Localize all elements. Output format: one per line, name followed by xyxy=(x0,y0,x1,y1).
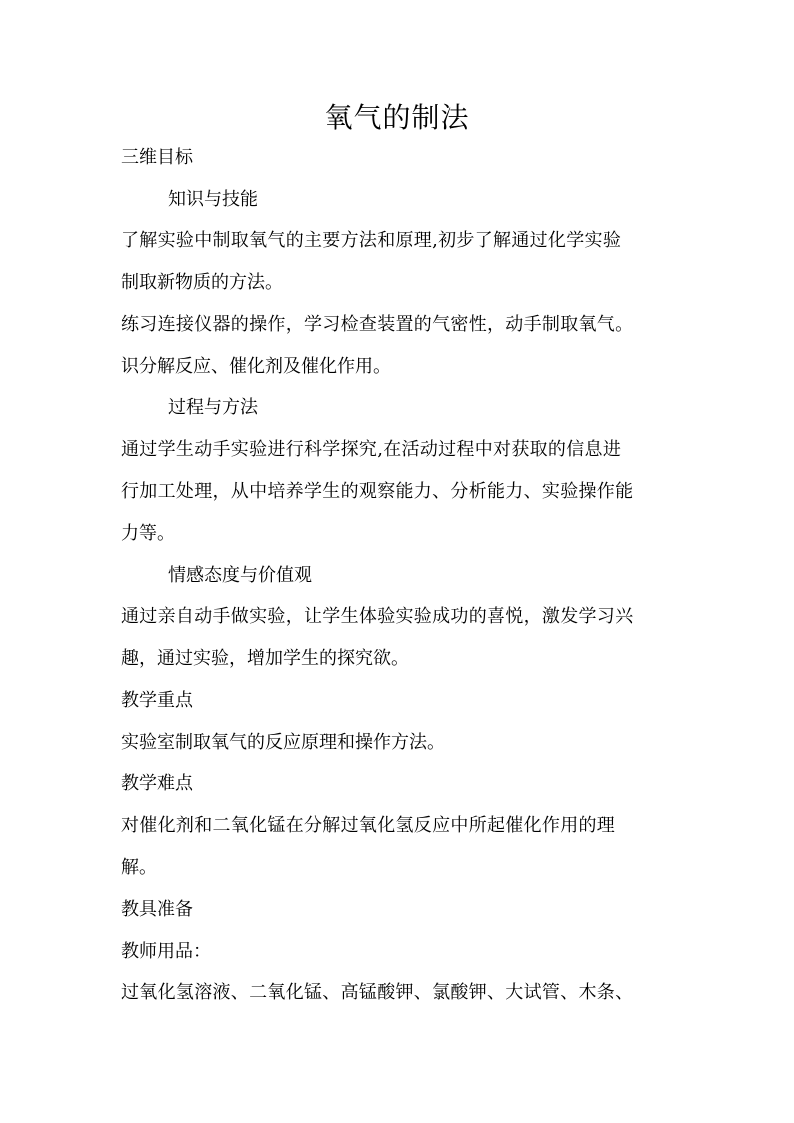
paragraph-line: 通过亲自动手做实验，让学生体验实验成功的喜悦，激发学习兴 xyxy=(121,606,634,627)
subheading-process-method: 过程与方法 xyxy=(168,397,258,418)
section-heading-teaching-focus: 教学重点 xyxy=(121,690,193,711)
section-heading-teaching-difficulty: 教学难点 xyxy=(121,773,193,794)
paragraph-line: 行加工处理，从中培养学生的观察能力、分析能力、实验操作能 xyxy=(121,481,634,502)
subheading-emotion-values: 情感态度与价值观 xyxy=(168,565,312,586)
paragraph-line: 过氧化氢溶液、二氧化锰、高锰酸钾、氯酸钾、大试管、木条、 xyxy=(121,982,634,1003)
section-heading-three-dimensional-goals: 三维目标 xyxy=(121,147,193,168)
paragraph-line: 实验室制取氧气的反应原理和操作方法。 xyxy=(121,732,445,753)
paragraph-line: 趣，通过实验，增加学生的探究欲。 xyxy=(121,648,409,669)
paragraph-line: 识分解反应、催化剂及催化作用。 xyxy=(121,356,391,377)
document-title: 氧气的制法 xyxy=(324,101,470,134)
section-heading-teaching-aids: 教具准备 xyxy=(121,899,193,920)
paragraph-line: 练习连接仪器的操作，学习检查装置的气密性，动手制取氧气。 xyxy=(121,314,634,335)
paragraph-line: 制取新物质的方法。 xyxy=(121,272,283,293)
paragraph-line: 通过学生动手实验进行科学探究,在活动过程中对获取的信息进 xyxy=(121,439,622,460)
subheading-knowledge-skills: 知识与技能 xyxy=(168,189,258,210)
paragraph-line: 解。 xyxy=(121,857,157,878)
paragraph-line: 对催化剂和二氧化锰在分解过氧化氢反应中所起催化作用的理 xyxy=(121,815,616,836)
paragraph-line: 力等。 xyxy=(121,523,175,544)
subheading-teacher-items: 教师用品： xyxy=(121,941,211,962)
paragraph-line: 了解实验中制取氧气的主要方法和原理,初步了解通过化学实验 xyxy=(121,230,622,251)
